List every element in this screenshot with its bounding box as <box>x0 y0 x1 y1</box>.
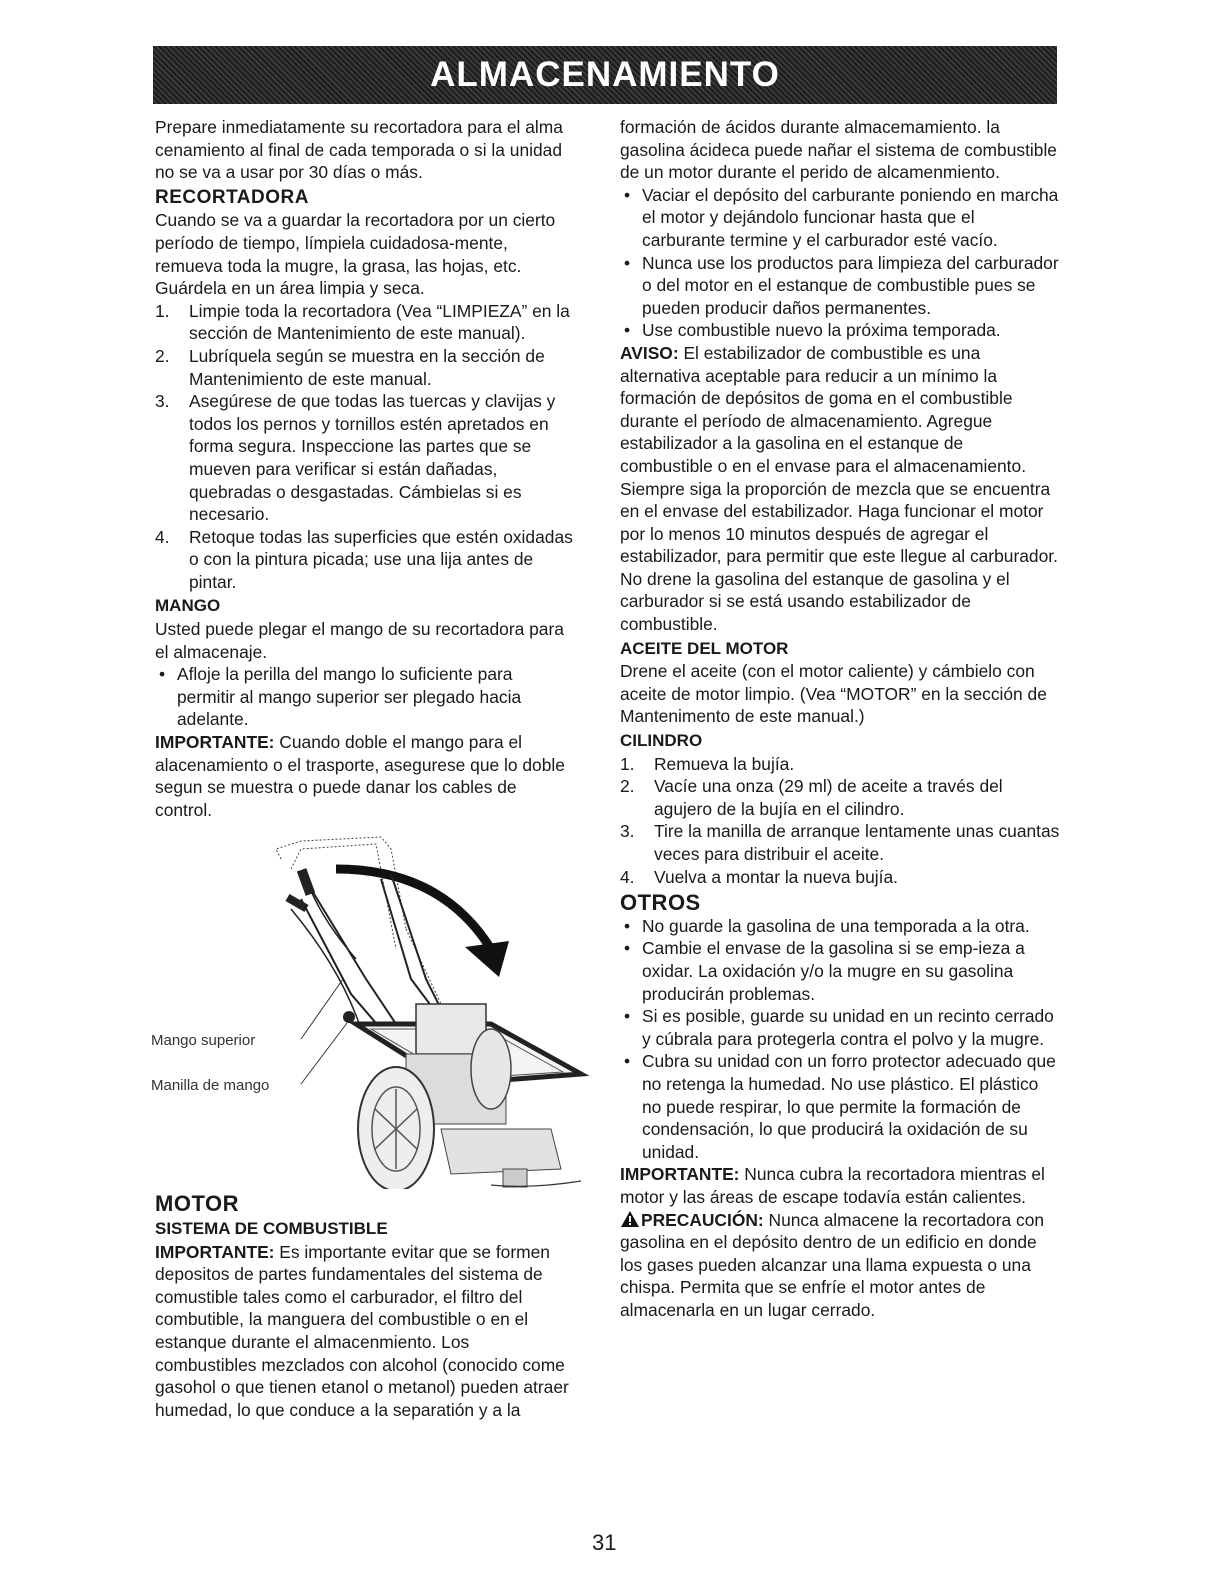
otros-bullets <box>620 915 1060 1164</box>
mango-bullets <box>155 663 575 731</box>
recortadora-steps <box>155 300 575 594</box>
label-mango-superior: Mango superior <box>151 1032 256 1050</box>
list-item: 3. Asegúrese de que todas las tuercas y clavijas y todos los pernos y tornillos estén apretados en forma segura. Inspeccione las partes que se mueven para verificar si están dañadas, quebradas o desgastadas. Cámbielas si es necesario. <box>155 391 556 525</box>
list-item: • No guarde la gasolina de una temporada a la otra. <box>624 915 1030 936</box>
aviso-paragraph: AVISO: El estabilizador de combustible es una alternativa aceptable para reducir a un mínimo la formación de depósitos de goma en el combustible durante el período de almacenamiento. Agregue estabilizador a la gasolina en el estanque de combustible o en el envase para el almacenamiento. Siempre siga la proporción de mezcla que se encuentra en el envase del estabilizador. Haga funcionar el motor por lo menos 10 minutos después de agregar el estabilizador, para permitir que este llegue al carburador. No drene la gasolina del estanque de gasolina y el carburador si se está usando estabilizador de combustible. <box>620 342 1058 635</box>
motor-heading: MOTOR <box>155 1191 239 1217</box>
recortadora-heading: RECORTADORA <box>155 186 309 208</box>
warning-icon <box>620 1210 640 1228</box>
page-number: 31 <box>592 1530 617 1555</box>
cilindro-steps <box>620 753 1060 889</box>
mango-heading: MANGO <box>155 596 221 616</box>
important-paragraph: IMPORTANTE: Nunca cubra la recortadora mientras el motor y las áreas de escape todavía están calientes. <box>620 1164 1045 1207</box>
list-item: • Cubra su unidad con un forro protector adecuado que no retenga la humedad. No use plástico. El plástico no puede respirar, lo que permite la formación de condensación, lo que producirá la oxidación de su unidad. <box>624 1051 1056 1162</box>
list-item: • Afloje la perilla del mango lo suficiente para permitir al mango superior ser plegado hacia adelante. <box>159 664 522 730</box>
list-item: • Use combustible nuevo la próxima temporada. <box>624 320 1001 341</box>
list-item: • Vaciar el depósito del carburante poniendo en marcha el motor y dejándolo funcionar hasta que el carburante termine y el carburador esté vacío. <box>624 184 1059 250</box>
list-item: 3. Tire la manilla de arranque lentamente unas cuantas veces para distribuir el aceite. <box>620 821 1060 864</box>
continued-paragraph: formación de ácidos durante almacemamiento. la gasolina ácideca puede nañar el sistema de combustible de un motor durante el perido de alcamenmiento. <box>620 117 1057 183</box>
mango-important: IMPORTANTE: Cuando doble el mango para el alacenamiento o el trasporte, asegurese que lo doble segun se muestra o puede danar los cables de control. <box>155 732 565 820</box>
list-item: 4. Retoque todas las superficies que estén oxidadas o con la pintura picada; use una lija antes de pintar. <box>155 526 573 592</box>
otros-heading: OTROS <box>620 890 701 916</box>
list-item: • Cambie el envase de la gasolina si se emp-ieza a oxidar. La oxidación y/o la mugre en su gasolina producirán problemas. <box>624 938 1025 1004</box>
intro-paragraph: Prepare inmediatamente su recortadora para el alma cenamiento al final de cada temporada o si la unidad no se va a usar por 30 días o más. <box>155 117 563 183</box>
recortadora-text: Cuando se va a guardar la recortadora por un cierto período de tiempo, límpiela cuidadosa-mente, remueva toda la mugre, la grasa, las hojas, etc. Guárdela en un área limpia y seca. <box>155 210 556 299</box>
aceite-text: Drene el aceite (con el motor caliente) y cámbielo con aceite de motor limpio. (Vea “MOTOR” en la sección de Mantenimento de este manual.) <box>620 661 1047 727</box>
precaucion-paragraph: PRECAUCIÓN: Nunca almacene la recortadora con gasolina en el depósito dentro de un edificio en donde los gases pueden alcanzar una llama expuesta o una chispa. Permita que se enfríe el motor antes de almacenarla en un lugar cerrado. <box>620 1209 1045 1320</box>
aceite-heading: ACEITE DEL MOTOR <box>620 638 789 658</box>
list-item: 4. Vuelva a montar la nueva bujía. <box>620 866 898 887</box>
mango-text: Usted puede plegar el mango de su recortadora para el almacenaje. <box>155 619 564 662</box>
list-item: 1. Remueva la bujía. <box>620 753 795 774</box>
fuel-system-heading: SISTEMA DE COMBUSTIBLE <box>155 1219 388 1238</box>
fuel-bullets <box>620 184 1060 342</box>
list-item: 2. Vacíe una onza (29 ml) de aceite a través del agujero de la bujía en el cilindro. <box>620 776 1003 819</box>
section-banner <box>153 46 1057 104</box>
section-title: ALMACENAMIENTO <box>430 55 780 94</box>
left-column <box>151 116 575 1421</box>
list-item: • Si es posible, guarde su unidad en un recinto cerrado y cúbrala para protegerla contra el polvo y la mugre. <box>624 1006 1054 1049</box>
trimmer-illustration <box>151 829 591 1189</box>
label-manilla-de-mango: Manilla de mango <box>151 1077 270 1095</box>
right-column <box>620 116 1060 1321</box>
trimmer-drawing <box>151 829 591 1189</box>
cilindro-heading: CILINDRO <box>620 731 703 751</box>
list-item: 1. Limpie toda la recortadora (Vea “LIMPIEZA” en la sección de Mantenimiento de este manual). <box>155 300 570 344</box>
list-item: • Nunca use los productos para limpieza del carburador o del motor en el estanque de combustible pues se pueden producir daños permanentes. <box>624 252 1059 318</box>
list-item: 2. Lubríquela según se muestra en la sección de Mantenimiento de este manual. <box>155 345 545 389</box>
fuel-important: IMPORTANTE: Es importante evitar que se formen depositos de partes fundamentales del sistema de comustible tales como el carburador, el filtro del combutible, la manguera del combustible o en el estanque durante el almacenmiento. Los combustibles mezclados con alcohol (conocido come gasohol o que tienen etanol o metanol) pueden atraer humedad, lo que conduce a la separatión y a la <box>155 1241 569 1420</box>
